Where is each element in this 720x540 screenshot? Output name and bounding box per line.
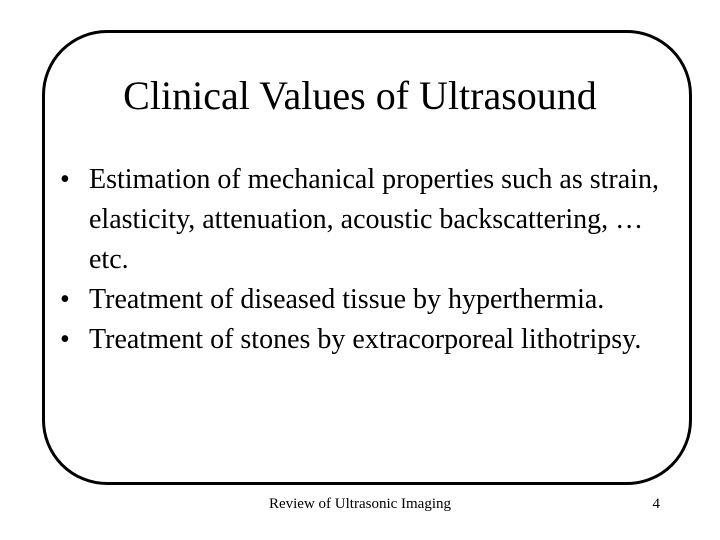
bullet-icon: • <box>60 164 70 195</box>
bullet-text: Treatment of diseased tissue by hyperthermia. <box>89 284 605 315</box>
bullet-text: Estimation of mechanical properties such as strain, elasticity, attenuation, acoustic backscattering, …etc. <box>89 164 659 275</box>
footer-label: Review of Ultrasonic Imaging <box>268 496 452 512</box>
bullet-item <box>60 320 660 360</box>
bullet-icon: • <box>60 324 70 355</box>
bullet-item <box>60 160 660 280</box>
page-number: 4 <box>652 496 660 512</box>
bullet-text: Treatment of stones by extracorporeal lithotripsy. <box>89 324 642 355</box>
slide-title: Clinical Values of Ultrasound <box>123 73 597 118</box>
bullet-item <box>60 280 660 320</box>
bullet-list <box>60 160 660 360</box>
bullet-icon: • <box>60 284 70 315</box>
